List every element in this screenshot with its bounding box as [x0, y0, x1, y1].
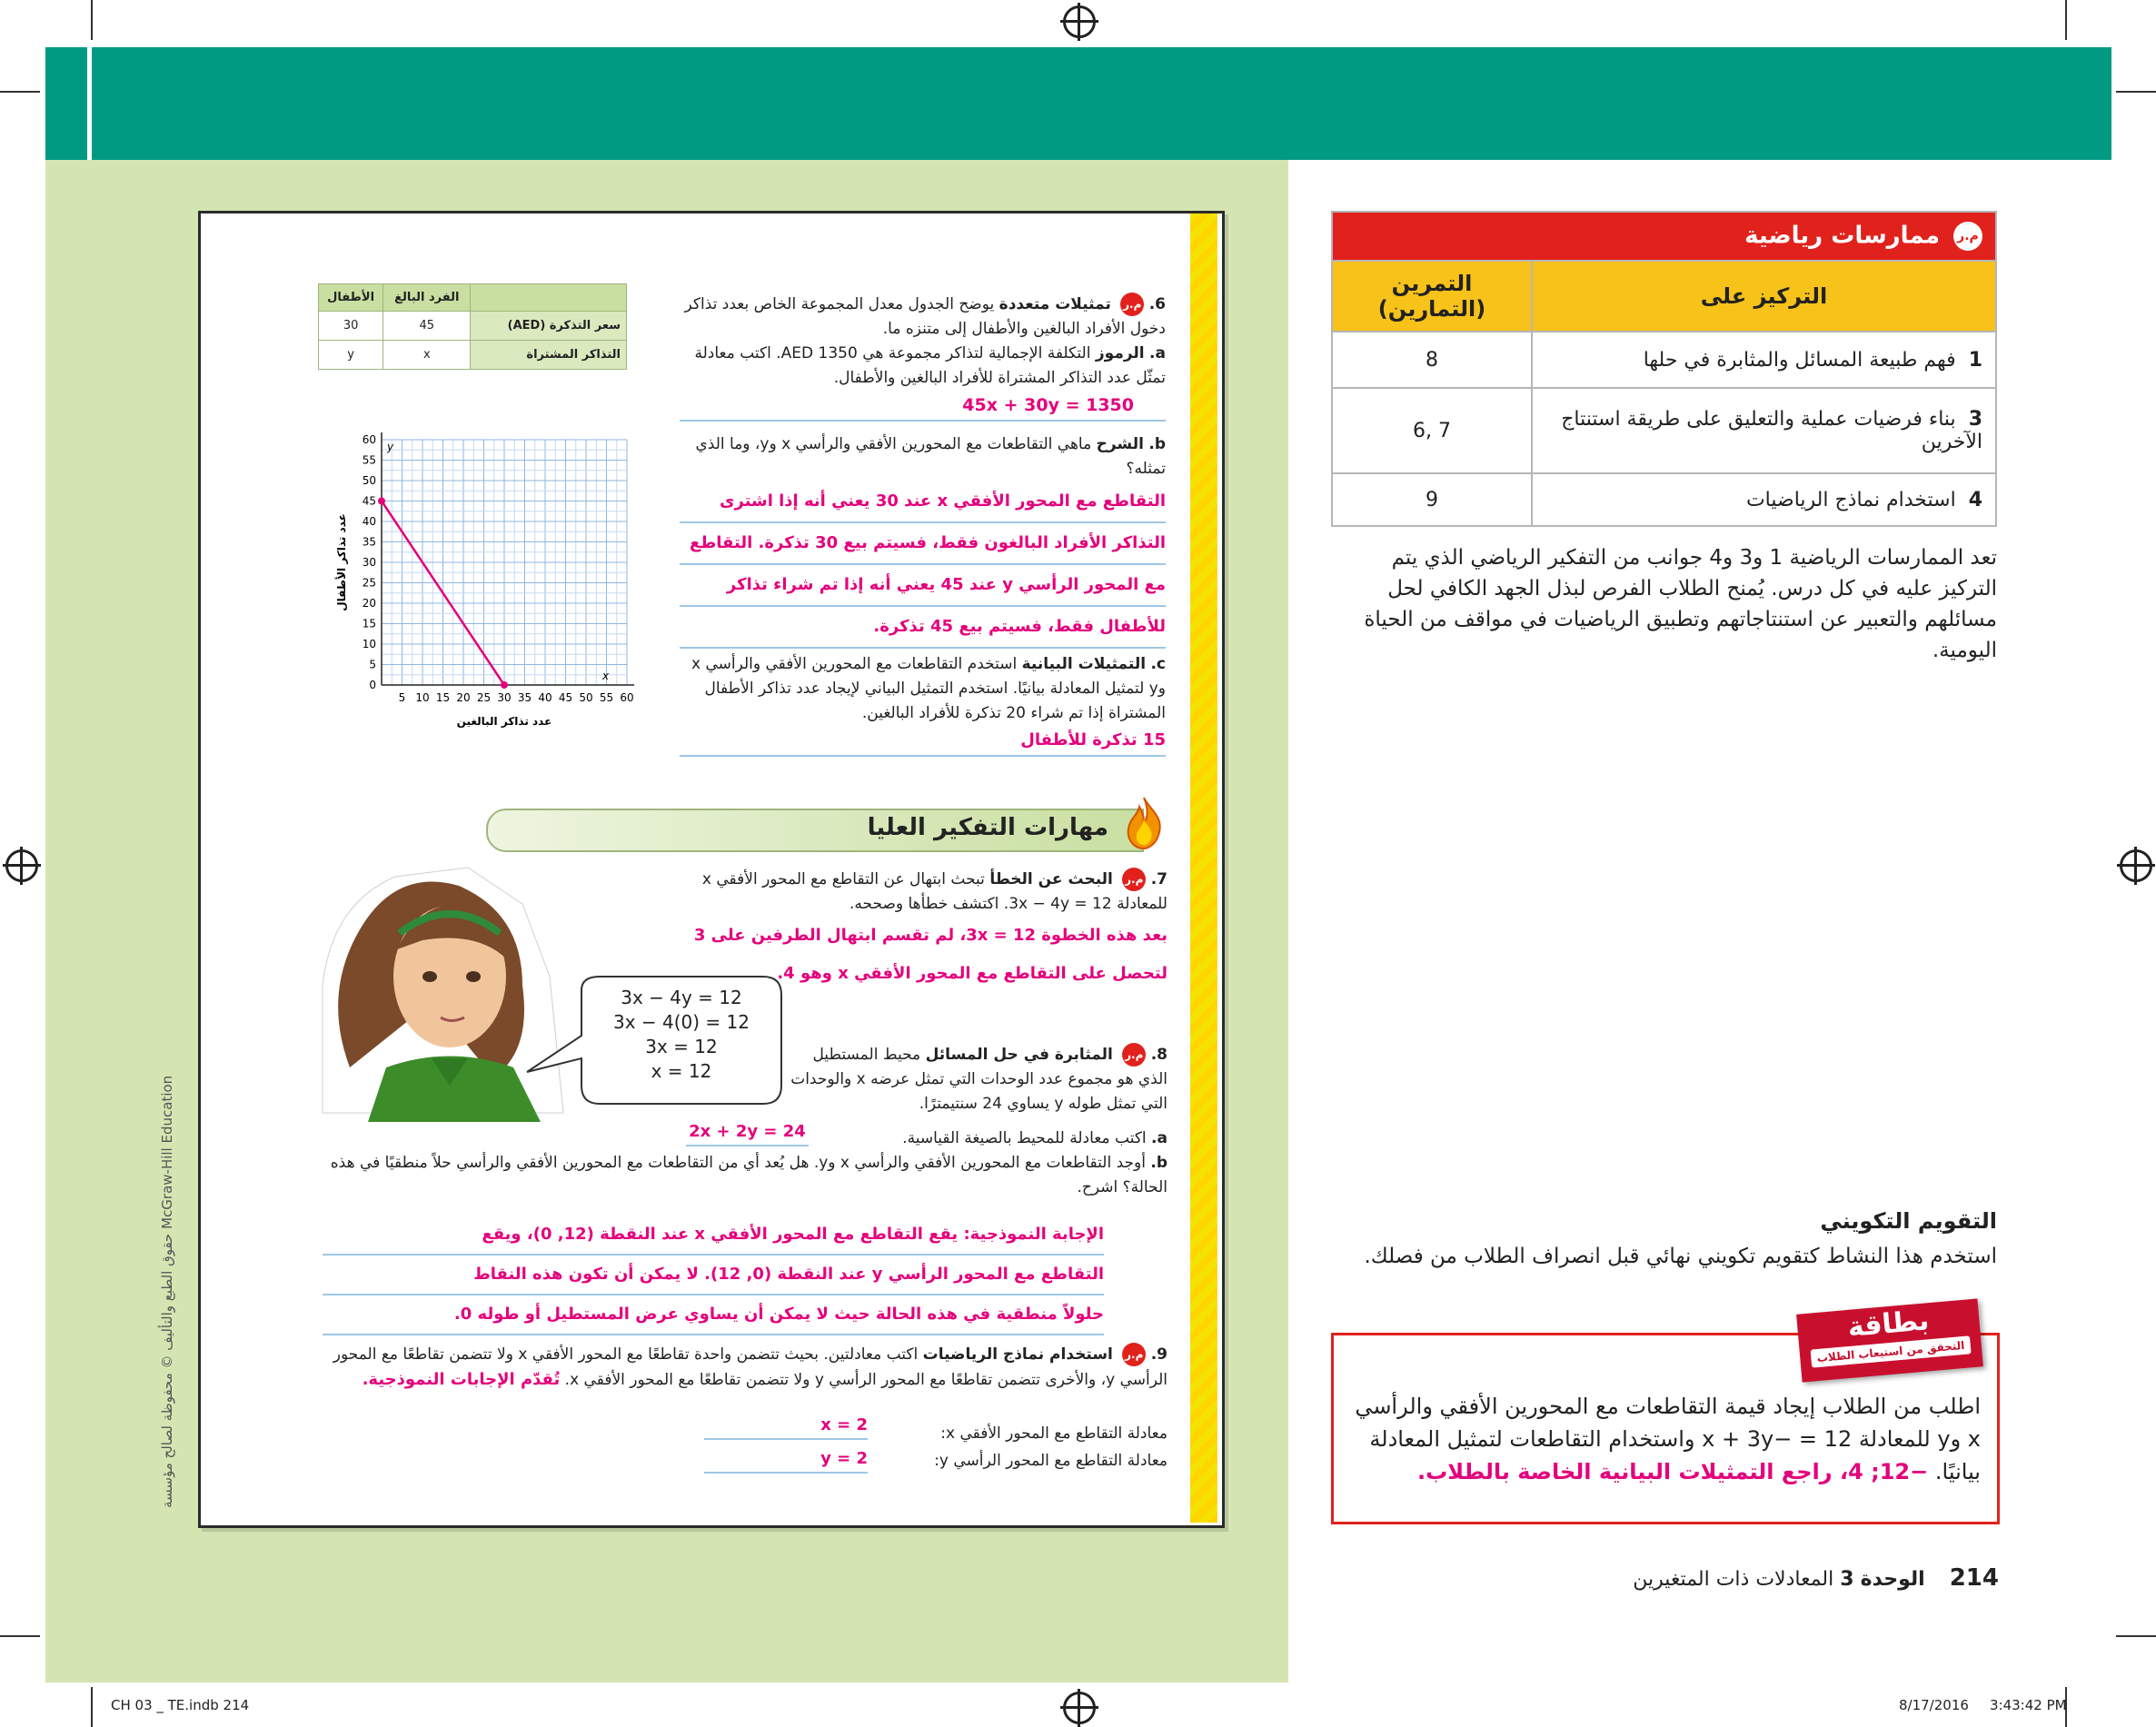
y-tick-label: 5: [369, 658, 376, 671]
part-text: ماهي التقاطعات مع المحورين الأفقي والرأسي x وy، وما الذي تمثله؟: [695, 435, 1166, 478]
x-tick-label: 5: [398, 691, 406, 704]
question-7: [672, 868, 1167, 993]
answer-line: x = 2: [704, 1413, 868, 1440]
answer-line: بعد هذه الخطوة 3x = 12، لم تقسم ابتهال الطرفين على 3: [693, 926, 1167, 945]
question-title: البحث عن الخطأ: [989, 870, 1113, 888]
part-label: a.: [1149, 344, 1166, 362]
answer-line: التقاطع مع المحور الأفقي x عند 30 يعني أنه إذا اشترى: [680, 481, 1166, 523]
answer-line: 15 تذكرة للأطفال: [680, 726, 1166, 757]
practice-focus: بناء فرضيات عملية والتعليق على طريقة استنتاج الآخرين: [1561, 408, 1982, 453]
part-text: التكلفة الإجمالية لتذاكر مجموعة هي AED 1350. اكتب معادلة تمثّل عدد التذاكر المشتراة للأفراد البالغين والأطفال.: [694, 344, 1166, 387]
q9-line-2-label: معادلة التقاطع مع المحور الرأسي y:: [934, 1452, 1167, 1470]
practice-focus: استخدام نماذج الرياضيات: [1745, 488, 1956, 511]
math-practice-icon: م.ر: [1122, 1343, 1146, 1366]
question-title: تمثيلات متعددة: [999, 295, 1111, 313]
math-practices-table: [1331, 211, 1997, 527]
bubble-line: 3x = 12: [645, 1036, 718, 1057]
ticket-table-cell: 30: [319, 312, 383, 341]
y-tick-label: 25: [362, 576, 376, 590]
registration-mark: [2120, 849, 2152, 882]
y-tick-label: 45: [362, 494, 376, 508]
unit-number: 3: [1840, 1568, 1854, 1591]
exit-card-text: اطلب من الطلاب إيجاد قيمة التقاطعات مع المحورين الأفقي والرأسي x وy للمعادلة 12 = −x + 3y واستخدام التقاطعات لتمثيل المعادلة بيانيًا.: [1355, 1394, 1981, 1484]
practices-description: تعد الممارسات الرياضية 1 و3 و4 جوانب من التفكير الرياضي الذي يتم التركيز عليه في كل درس. يُمنح الطلاب الفرص لبذل الجهد الكافي لحل مسائلهم والتعبير عن استنتاجاتهم وتطبيق الرياضيات في مواقف من الحياة اليومية.: [1364, 546, 1997, 662]
ticket-table-header-child: الأطفال: [319, 284, 383, 312]
exit-card-content: [1345, 1390, 1981, 1488]
data-point: [501, 681, 508, 689]
question-8b-answer: [323, 1216, 1104, 1335]
part-label: a.: [1151, 1129, 1167, 1147]
col-focus: التركيز على: [1532, 261, 1996, 332]
practice-number: 4: [1968, 488, 1982, 511]
y-tick-label: 55: [362, 453, 376, 467]
practice-row: [1532, 473, 1996, 526]
x-axis-label: عدد تذاكر البالغين: [456, 715, 552, 728]
x-tick-label: 25: [476, 691, 492, 704]
col-exercise: التمرين (التمارين): [1332, 261, 1532, 332]
question-8: [790, 1043, 1167, 1117]
answer-line: y = 2: [704, 1446, 868, 1474]
unit-title: المعادلات ذات المتغيرين: [1633, 1568, 1834, 1591]
ticket-table-cell: x: [383, 341, 471, 370]
exit-card-title: بطاقة: [1846, 1305, 1931, 1344]
formative-text: استخدم هذا النشاط كتقويم تكويني نهائي قبل انصراف الطلاب من فصلك.: [1364, 1245, 1997, 1268]
copyright-vertical: حقوق الطبع والتأليف © محفوظة لصالح مؤسسة McGraw-Hill Education: [159, 1075, 175, 1508]
x-tick-label: 10: [415, 691, 430, 704]
y-tick-label: 50: [362, 474, 376, 487]
y-tick-label: 0: [369, 679, 376, 691]
crop-mark: [2116, 1635, 2156, 1637]
practice-focus: فهم طبيعة المسائل والمثابرة في حلها: [1643, 348, 1956, 372]
question-text: يوضح الجدول معدل المجموعة الخاص بعدد تذاكر دخول الأفراد البالغين والأطفال إلى متنزه ما.: [684, 295, 1166, 338]
intercept-graph: [327, 420, 636, 747]
flame-icon: [1123, 796, 1165, 850]
question-text: اكتب معادلتين. بحيث تتضمن واحدة تقاطعًا مع المحور الأفقي x ولا تتضمن تقاطعًا مع المحور الرأسي y، والأخرى تتضمن تقاطعًا مع المحور الرأسي y ولا تتضمن تقاطعًا مع المحور الأفقي x.: [333, 1345, 1167, 1389]
crop-mark: [0, 91, 40, 93]
practice-exercise: 9: [1332, 473, 1532, 526]
answer-line: للأطفال فقط، فسيتم بيع 45 تذكرة.: [680, 607, 1166, 649]
y-tick-label: 15: [362, 617, 376, 630]
question-number: 7.: [1150, 870, 1167, 888]
exit-card-subtitle: التحقق من استيعاب الطلاب: [1811, 1335, 1972, 1367]
formative-title: التقويم التكويني: [1820, 1208, 1997, 1234]
part-label: b.: [1150, 1154, 1167, 1172]
header-band: [45, 47, 2111, 160]
crop-mark: [91, 0, 93, 40]
part-text: أوجد التقاطعات مع المحورين الأفقي والرأسي x وy. هل يُعد أي من التقاطعات مع المحورين الأفقي والرأسي حلاً منطقيًا في هذه الحالة؟ اشرح.: [330, 1154, 1167, 1196]
answer-line: التذاكر الأفراد البالغون فقط، فسيتم بيع 30 تذكرة. التقاطع: [680, 523, 1166, 565]
crop-mark: [91, 1687, 93, 1727]
ticket-table-label: سعر التذكرة (AED): [471, 312, 627, 341]
y-tick-label: 30: [362, 556, 376, 569]
crop-mark: [2065, 0, 2067, 40]
bubble-line: x = 12: [651, 1060, 712, 1082]
math-practice-icon: م.ر: [1120, 293, 1144, 316]
part-text: اكتب معادلة للمحيط بالصيغة القياسية.: [902, 1129, 1147, 1147]
question-number: 6.: [1148, 295, 1166, 313]
practice-row: [1532, 332, 1996, 388]
math-practice-icon: م.ر: [1953, 222, 1982, 251]
practice-row: [1532, 388, 1996, 473]
x-tick-label: 30: [497, 691, 512, 704]
ticket-table: [318, 283, 627, 370]
header-band-cut: [87, 47, 92, 160]
exit-card-answer: −12; 4، راجع التمثيلات البيانية الخاصة بالطلاب.: [1417, 1459, 1929, 1484]
question-8b: [323, 1151, 1167, 1200]
ticket-table-header-empty: [471, 284, 627, 312]
y-tick-label: 20: [362, 597, 376, 610]
part-title: التمثيلات البيانية: [1021, 655, 1147, 673]
answer-line: 2x + 2y = 24: [686, 1119, 809, 1146]
y-axis-label: عدد تذاكر الأطفال: [335, 513, 348, 611]
data-point: [378, 498, 385, 505]
practices-title: ممارسات رياضية: [1744, 222, 1940, 250]
print-time: 3:43:42 PM: [1990, 1697, 2067, 1713]
question-text: محيط المستطيل الذي هو مجموع عدد الوحدات التي تمثل عرضه x والوحدات التي تمثل طوله y يساوي 24 سنتيمترًا.: [790, 1046, 1167, 1113]
x-tick-label: 15: [435, 691, 451, 704]
math-practice-icon: م.ر: [1122, 1043, 1146, 1067]
question-title: استخدام نماذج الرياضيات: [922, 1345, 1113, 1364]
file-label: CH 03 _ TE.indb 214: [111, 1697, 250, 1713]
practice-exercise: 6, 7: [1332, 388, 1532, 473]
answer-line: مع المحور الرأسي y عند 45 يعني أنه إذا تم شراء تذاكر: [680, 565, 1166, 607]
question-9: [323, 1343, 1167, 1393]
x-tick-label: 35: [517, 691, 532, 704]
x-tick-label: 20: [456, 691, 471, 704]
ticket-table-cell: y: [319, 341, 383, 370]
ticket-table-label: التذاكر المشتراة: [471, 341, 627, 370]
y-tick-label: 10: [362, 638, 376, 650]
part-label: b.: [1148, 435, 1166, 453]
part-title: الرموز: [1095, 344, 1145, 362]
question-text: تبحث ابتهال عن التقاطع مع المحور الأفقي x للمعادلة 3x − 4y = 12. اكتشف خطأها وصححه.: [701, 870, 1167, 913]
registration-mark: [1063, 1692, 1096, 1724]
part-title: الشرح: [1096, 435, 1144, 453]
x-tick-label: 45: [558, 691, 573, 704]
answer-line: حلولاً منطقية في هذه الحالة حيث لا يمكن أن يساوي عرض المستطيل أو طوله 0.: [323, 1295, 1104, 1335]
answer-line: التقاطع مع المحور الرأسي y عند النقطة (0, 12). لا يمكن أن تكون هذه النقاط: [323, 1256, 1104, 1295]
question-number: 8.: [1150, 1046, 1167, 1064]
q9-line-1-label: معادلة التقاطع مع المحور الأفقي x:: [940, 1424, 1167, 1443]
x-tick-label: 40: [538, 691, 552, 704]
question-6: [680, 293, 1166, 757]
ticket-table-cell: 45: [383, 312, 471, 341]
crop-mark: [0, 1635, 40, 1637]
part-text: استخدم التقاطعات مع المحورين الأفقي والرأسي x وy لتمثيل المعادلة بيانيًا. استخدم التمثيل البياني لإيجاد عدد تذاكر الأطفال المشتراة إذا تم شراء 20 تذكرة للأفراد البالغين.: [691, 655, 1166, 722]
unit-label: الوحدة: [1860, 1568, 1925, 1591]
x-tick-label: 60: [620, 691, 634, 704]
answer-line: لتحصل على التقاطع مع المحور الأفقي x وهو 4.: [777, 964, 1167, 983]
page-number: 214: [1949, 1564, 1999, 1592]
part-label: c.: [1150, 655, 1166, 673]
page-footer: [1545, 1564, 1999, 1592]
question-8a: [809, 1127, 1167, 1151]
math-practice-icon: م.ر: [1122, 868, 1146, 891]
y-tick-label: 35: [362, 535, 376, 549]
answer-line: الإجابة النموذجية: يقع التقاطع مع المحور الأفقي x عند النقطة (12, 0)، ويقع: [323, 1216, 1104, 1256]
hots-title: مهارات التفكير العليا: [867, 814, 1108, 841]
x-axis-letter: x: [602, 670, 610, 682]
ticket-table-header-adult: الفرد البالغ: [383, 284, 471, 312]
registration-mark: [5, 849, 38, 882]
registration-mark: [1063, 5, 1096, 38]
print-date: 8/17/2016: [1899, 1697, 1969, 1713]
x-tick-label: 55: [599, 691, 614, 704]
bubble-line: 3x − 4(0) = 12: [612, 1011, 750, 1033]
y-axis-letter: y: [387, 441, 394, 453]
bubble-text: [600, 986, 763, 1084]
question-number: 9.: [1150, 1345, 1167, 1364]
crop-mark: [2116, 91, 2156, 93]
question-title: المثابرة في حل المسائل: [925, 1046, 1113, 1064]
practice-exercise: 8: [1332, 332, 1532, 388]
practice-number: 1: [1968, 348, 1982, 372]
practices-header: [1332, 212, 1996, 261]
practice-number: 3: [1968, 408, 1982, 431]
y-tick-label: 60: [362, 433, 376, 446]
x-tick-label: 50: [579, 691, 593, 704]
bubble-line: 3x − 4y = 12: [621, 987, 742, 1008]
page-edge-stripe: [1190, 213, 1217, 1523]
answer-title: تُقدّم الإجابات النموذجية.: [362, 1370, 561, 1389]
answer-line: 45x + 30y = 1350: [680, 391, 1166, 422]
y-tick-label: 40: [362, 515, 376, 528]
